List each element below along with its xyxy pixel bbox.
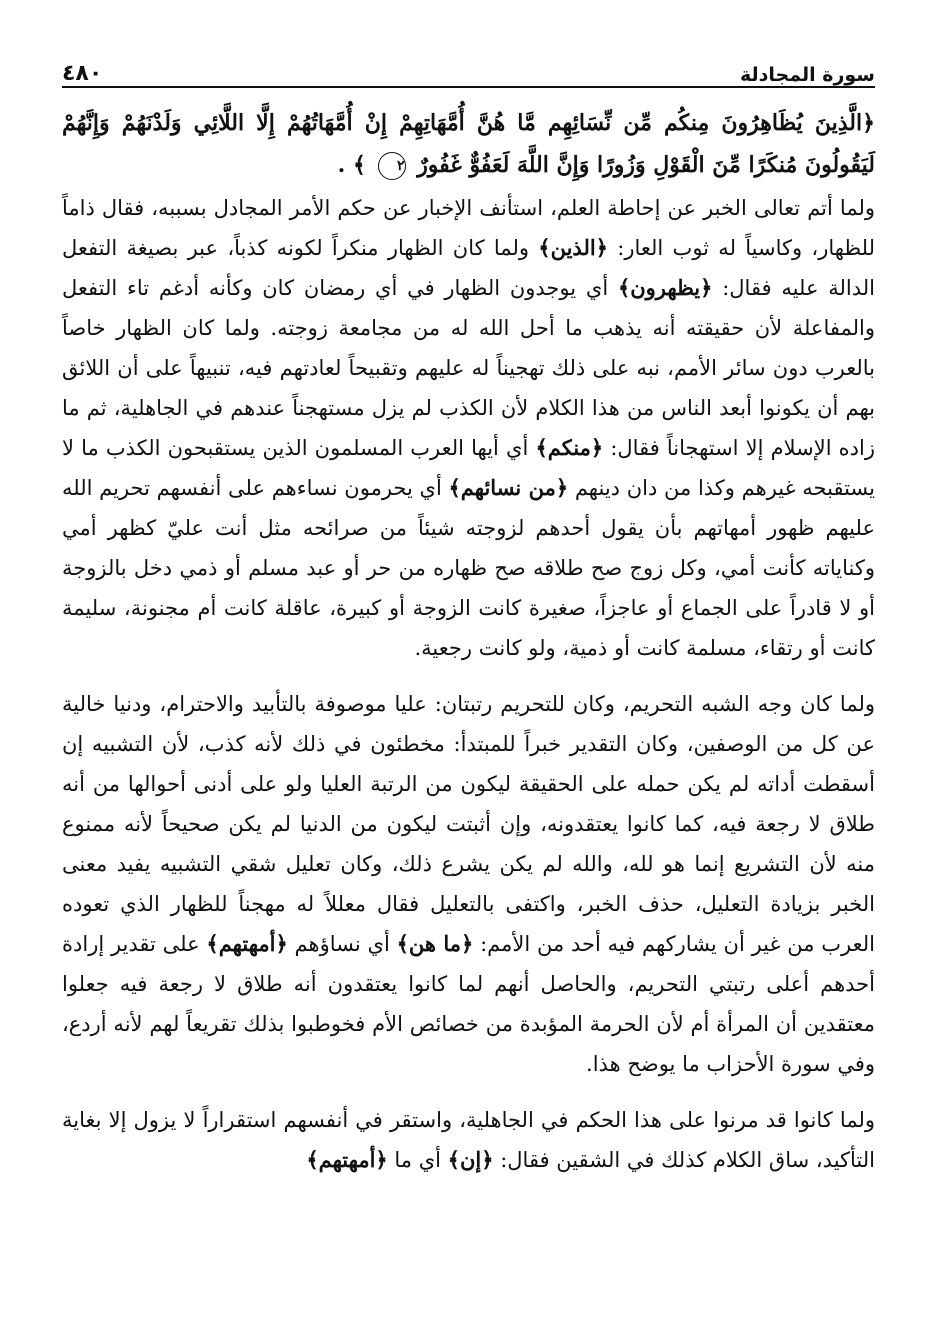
paragraph-text: ولما كان وجه الشبه التحريم، وكان للتحريم رتبتان: عليا موصوفة بالتأبيد والاحترام، ودنيا خالية عن كل من الوصفين، وكان التقدير خبراً للمبتدأ: مخطئون في ذلك لأنه كذب، لأن التشبيه إن أسقطت أداته لم يكن حمله على الحقيقة ليكون من الرتبة العليا ولو على أدنى أحوالها من أنه طلاق لا رجعة فيه، كما كانوا يعتقدونه، وإن أثبتت ليكون من الدنيا لم يكن صحيحاً لأنه ممنوع منه لأن التشريع إنما هو لله، والله لم يكن يشرع ذلك، وكان تعليل شقي التشبيه يفيد معنى الخبر بزيادة التعليل، حذف الخبر، واكتفى بالتعليل فقال معللاً له مهجناً للظهار الذي تعوده العرب من غير أن يشاركهم فيه أحد من الأمم: [62, 692, 875, 956]
commentary [62, 188, 875, 1180]
quoted-quran-word: ﴿أمهتهم﴾ [206, 931, 288, 956]
surah-name: سورة المجادلة [740, 64, 875, 86]
quoted-quran-word: ﴿يظهرون﴾ [617, 275, 713, 300]
quoted-quran-word: ﴿أمهتهم﴾ [306, 1147, 388, 1172]
quoted-quran-word: ﴿إن﴾ [447, 1147, 494, 1172]
paragraph-text: أي يحرمون نساءهم على أنفسهم تحريم الله عليهم ظهور أمهاتهم بأن يقول أحدهم لزوجته شيئاً من صرائحه مثل أنت عليّ كظهر أمي وكناياته كأنت أمي، وكل زوج صح طلاقه صح ظهاره من حر أو عبد مسلم أو ذمي دخل بالزوجة أو لا قادراً على الجماع أو عاجزاً، صغيرة كانت الزوجة أو كبيرة، عاقلة كانت أم مجنونة، سليمة كانت أو رتقاء، مسلمة كانت أو ذمية، ولو كانت رجعية. [62, 476, 875, 660]
verse-text: ﴿الَّذِينَ يُظَاهِرُونَ مِنكُم مِّن نِّسَائِهِم مَّا هُنَّ أُمَّهَاتِهِمْ إِنْ أُمَّهَاتُهُمْ إِلَّا اللَّائِي وَلَدْنَهُمْ وَإِنَّهُمْ لَيَقُولُونَ مُنكَرًا مِّنَ الْقَوْلِ وَزُورًا وَإِنَّ اللَّهَ لَعَفُوٌّ غَفُورٌ [62, 110, 875, 178]
quoted-quran-word: ﴿منكم﴾ [535, 435, 604, 460]
paragraph-text: أي يوجدون الظهار في أي رمضان كان وكأنه أدغم تاء التفعل والمفاعلة لأن حقيقته أنه يذهب ما أحل الله له من مجامعة زوجته. ولما كان الظهار خاصاً بالعرب دون سائر الأمم، نبه على ذلك تهجيناً له عليهم وتقبيحاً لعادتهم فيه، تنبيهاً على أن اللائق بهم أن يكونوا أبعد الناس من هذا الكلام لأن الكذب لم يزل مستهجناً عندهم في الجاهلية، ثم ما زاده الإسلام إلا استهجاناً فقال: [62, 276, 875, 460]
verse-closing: ﴾ . [337, 152, 366, 178]
running-header [62, 48, 875, 88]
page [62, 48, 875, 1180]
quoted-quran-word: ﴿من نسائهم﴾ [448, 475, 569, 500]
commentary-paragraph [62, 1100, 875, 1180]
quoted-quran-word: ﴿الذين﴾ [538, 235, 608, 260]
paragraph-text: ولما كان الظهار منكراً لكونه كذباً، عبر بصيغة التفعل الدالة عليه فقال: [62, 236, 875, 300]
paragraph-text: أي نساؤهم [287, 932, 397, 956]
paragraph-text: أي ما [387, 1148, 448, 1172]
paragraph-text: ولما كانوا قد مرنوا على هذا الحكم في الجاهلية، واستقر في أنفسهم استقراراً لا يزول إلا بغاية التأكيد، ساق الكلام كذلك في الشقين فقال: [62, 1108, 875, 1172]
commentary-paragraph [62, 188, 875, 668]
page-number: ٤٨٠ [62, 61, 103, 86]
paragraph-text: ولما أتم تعالى الخبر عن إحاطة العلم، استأنف الإخبار عن حكم الأمر المجادل بسببه، فقال ذاماً للظهار، وكاسياً له ثوب العار: [62, 196, 875, 260]
quran-verse [62, 102, 875, 186]
verse-number-marker: ٢ [378, 152, 406, 180]
paragraph-text: على تقدير إرادة أحدهم أعلى رتبتي التحريم، والحاصل أنهم لما كانوا يعتقدون أنه طلاق لا رجعة فيه جعلوا معتقدين أن المرأة أم لأن الحرمة المؤبدة من خصائص الأم فخوطبوا بذلك تقريعاً لهم لأنه أردع، وفي سورة الأحزاب ما يوضح هذا. [62, 932, 875, 1076]
paragraph-text: أي أيها العرب المسلمون الذين يستقبحون الكذب ما لا يستقبحه غيرهم وكذا من دان دينهم [62, 436, 875, 500]
quoted-quran-word: ﴿ما هن﴾ [396, 931, 474, 956]
commentary-paragraph [62, 684, 875, 1084]
